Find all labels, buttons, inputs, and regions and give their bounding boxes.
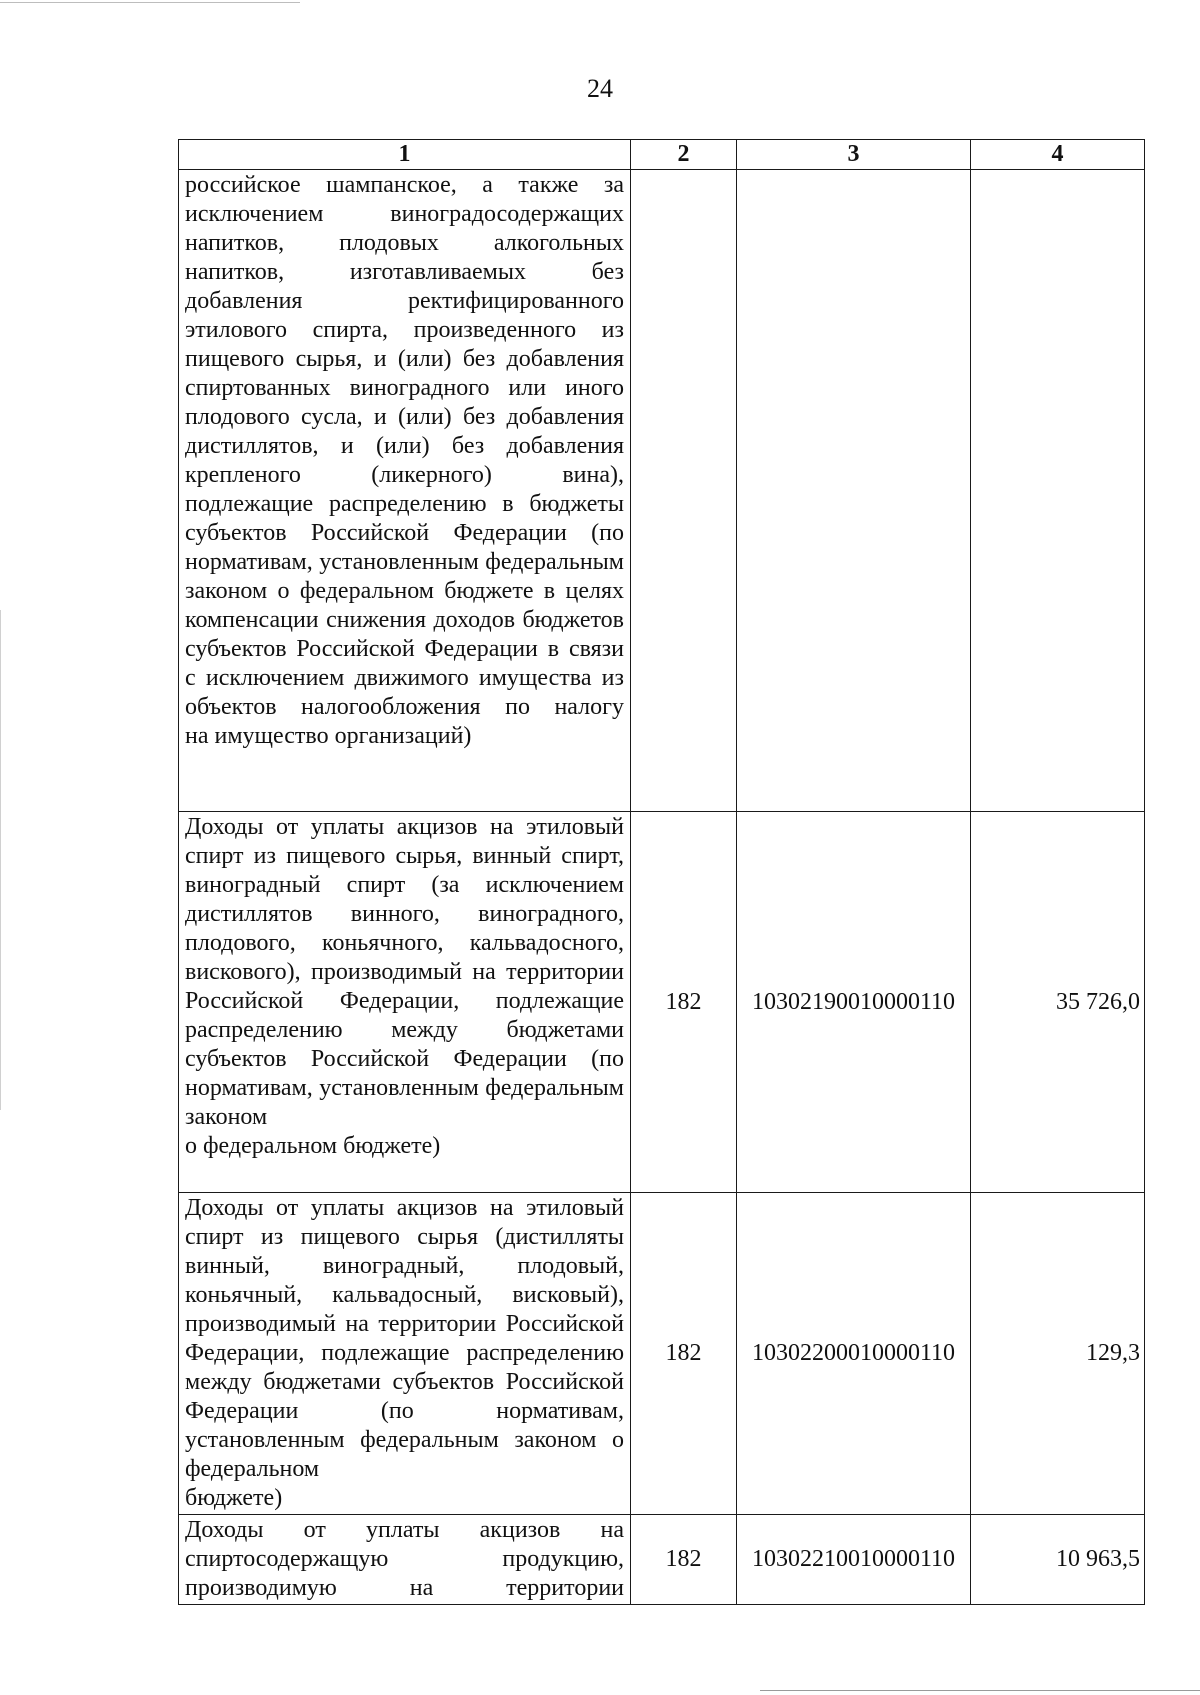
row-kbk-code: 10302210010000110 [737,1515,971,1605]
row-admin-code: 182 [631,1515,737,1605]
revenue-table [178,139,1145,1605]
scan-edge-bottom [760,1690,1200,1691]
row-description-last-line: о федеральном бюджете) [185,1133,441,1159]
row-description-last-line: на имущество организаций) [185,723,472,749]
row-amount: 35 726,0 [971,812,1145,1193]
row-amount: 129,3 [971,1193,1145,1515]
row-description [179,1515,631,1605]
table-row [179,812,1145,1193]
column-header-2: 2 [631,140,737,170]
row-kbk-code: 10302190010000110 [737,812,971,1193]
row-description-text: Доходы от уплаты акцизов на этиловый спирт из пищевого сырья, винный спирт, виноградный спирт (за исключением дистиллятов винного, виноградного, плодового, коньячного, кальвадосного, вискового), производимый на территории Российской Федерации, подлежащие распределению между бюджетами субъектов Российской Федерации (по нормативам, установленным федеральным законом [185,814,624,1130]
row-description [179,812,631,1193]
scan-edge-left [0,610,1,1110]
row-description-text: российское шампанское, а также за исключением виноградосодержащих напитков, плодовых алкогольных напитков, изготавливаемых без добавления ректифицированного этилового спирта, произведенного из пищевого сырья, и (или) без добавления спиртованных виноградного или иного плодового сусла, и (или) без добавления дистиллятов, и (или) без добавления крепленого (ликерного) вина), подлежащие распределению в бюджеты субъектов Российской Федерации (по нормативам, установленным федеральным законом о федеральном бюджете в целях компенсации снижения доходов бюджетов субъектов Российской Федерации в связи с исключением движимого имущества из объектов налогообложения по налогу [185,172,624,720]
table-row [179,170,1145,812]
row-admin-code: 182 [631,812,737,1193]
row-amount [971,170,1145,812]
column-header-4: 4 [971,140,1145,170]
row-description [179,170,631,812]
row-amount: 10 963,5 [971,1515,1145,1605]
row-admin-code [631,170,737,812]
row-admin-code: 182 [631,1193,737,1515]
table-row [179,1515,1145,1605]
column-header-3: 3 [737,140,971,170]
row-kbk-code: 10302200010000110 [737,1193,971,1515]
row-description-last-line: бюджете) [185,1485,283,1511]
row-kbk-code [737,170,971,812]
row-description [179,1193,631,1515]
table-row [179,1193,1145,1515]
table-header-row [179,140,1145,170]
scan-edge-top [0,2,300,3]
row-description-text: Доходы от уплаты акцизов на этиловый спирт из пищевого сырья (дистилляты винный, виноградный, плодовый, коньячный, кальвадосный, висковый), производимый на территории Российской Федерации, подлежащие распределению между бюджетами субъектов Российской Федерации (по нормативам, установленным федеральным законом о федеральном [185,1195,624,1482]
column-header-1: 1 [179,140,631,170]
page-number: 24 [587,74,613,103]
row-description-text: Доходы от уплаты акцизов на спиртосодержащую продукцию, производимую на территории [185,1517,624,1601]
